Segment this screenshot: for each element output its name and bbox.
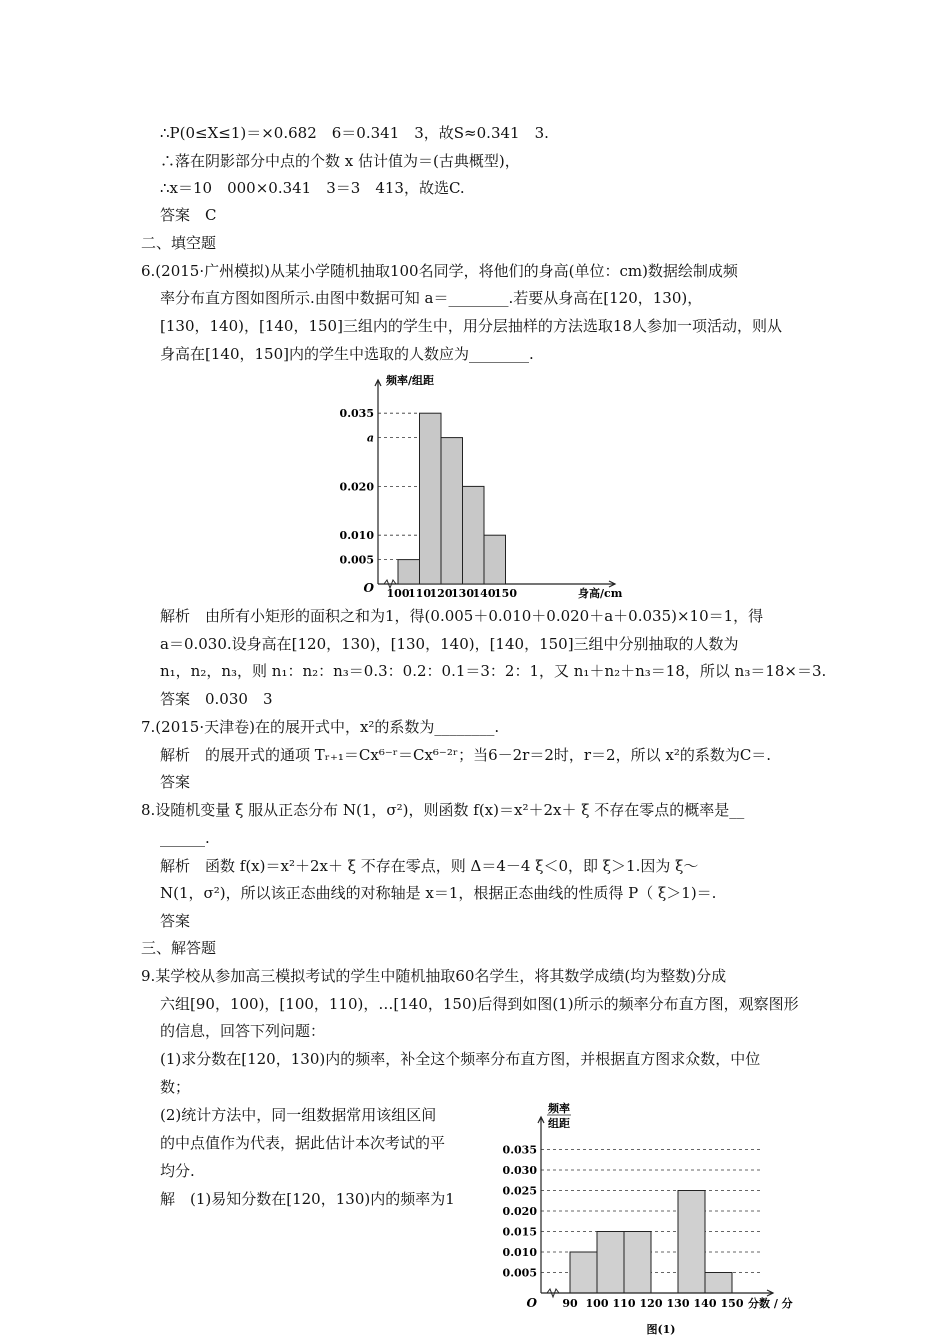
histogram-scores — [498, 1095, 808, 1340]
bar — [624, 1232, 651, 1294]
analysis-line: 解析 函数 f(x)＝x²＋2x＋ ξ 不存在零点，则 Δ＝4－4 ξ＜0，即 ξ＞1.因为 ξ～ — [160, 857, 699, 875]
y-tick-label: 0.015 — [502, 1225, 537, 1239]
text-line: 均分. — [160, 1162, 195, 1180]
text-line: ∴x＝10 000×0.341 3＝3 413，故选C. — [160, 179, 465, 197]
x-tick-label: 90 — [562, 1297, 578, 1310]
x-axis-label: 分数 / 分 — [748, 1297, 793, 1310]
sub-question-2: (2)统计方法中，同一组数据常用该组区间 — [160, 1106, 437, 1124]
x-tick-label: 110 — [612, 1297, 636, 1310]
question-6: 6.(2015·广州模拟)从某小学随机抽取100名同学，将他们的身高(单位：cm)数据绘制成频 — [141, 262, 738, 280]
y-tick-label: 0.005 — [502, 1266, 537, 1280]
y-tick-label: 0.005 — [339, 553, 374, 567]
y-tick-label: 0.035 — [339, 407, 374, 421]
text-line: a＝0.030.设身高在[120，130)，[130，140)，[140，150]三组中分别抽取的人数为 — [160, 635, 739, 653]
x-tick-label: 130 — [666, 1297, 690, 1310]
text-line: 数； — [160, 1078, 191, 1096]
section-heading: 三、解答题 — [141, 939, 217, 957]
y-tick-label: 0.010 — [502, 1246, 537, 1259]
answer-line: 答案 0.030 3 — [160, 690, 273, 708]
x-tick-label: 100 — [386, 587, 410, 600]
y-axis-label-bottom: 组距 — [548, 1117, 570, 1130]
solution-line: 解 (1)易知分数在[120，130)内的频率为1 — [160, 1190, 455, 1208]
text-line: n₁，n₂，n₃，则 n₁：n₂：n₃＝0.3：0.2：0.1＝3：2：1，又 n₁＋n₂＋n₃＝18，所以 n₃＝18×＝3. — [160, 662, 827, 680]
question-8: 8.设随机变量 ξ 服从正态分布 N(1，σ²)，则函数 f(x)＝x²＋2x＋ ξ 不存在零点的概率是__ — [141, 801, 745, 819]
origin-label: O — [363, 581, 374, 595]
question-7: 7.(2015·天津卷)在的展开式中，x²的系数为________. — [141, 718, 500, 736]
y-tick-label: a — [366, 431, 374, 445]
analysis-line: 解析 的展开式的通项 Tᵣ₊₁＝Cx⁶⁻ʳ＝Cx⁶⁻²ʳ；当6－2r＝2时，r＝2，所以 x²的系数为C＝. — [160, 746, 772, 764]
text-line: 的中点值作为代表，据此估计本次考试的平 — [160, 1134, 446, 1152]
text-line: 的信息，回答下列问题： — [160, 1022, 326, 1040]
y-axis-label-top: 频率 — [548, 1102, 570, 1115]
text-line: 身高在[140，150]内的学生中选取的人数应为________. — [160, 345, 534, 363]
bar — [678, 1191, 705, 1294]
x-tick-label: 110 — [408, 587, 431, 600]
text-line: 六组[90，100)，[100，110)，…[140，150)后得到如图(1)所示的频率分布直方图，观察图形 — [160, 995, 799, 1013]
text-line: N(1，σ²)，所以该正态曲线的对称轴是 x＝1，根据正态曲线的性质得 P（ ξ＞1)＝. — [160, 884, 717, 902]
answer-line: 答案 C — [160, 206, 217, 224]
answer-line: 答案 — [160, 912, 191, 930]
analysis-line: 解析 由所有小矩形的面积之和为1，得(0.005＋0.010＋0.020＋a＋0.035)×10＝1，得 — [160, 607, 764, 625]
text-line: 率分布直方图如图所示.由图中数据可知 a＝________.若要从身高在[120，130)， — [160, 289, 703, 307]
y-tick-label: 0.020 — [502, 1205, 537, 1218]
bar — [484, 535, 506, 584]
y-axis-label: 频率/组距 — [386, 374, 435, 387]
bar — [597, 1232, 624, 1294]
question-9: 9.某学校从参加高三模拟考试的学生中随机抽取60名学生，将其数学成绩(均为整数)分成 — [141, 967, 727, 985]
section-heading: 二、填空题 — [141, 234, 217, 252]
text-line: [130，140)，[140，150]三组内的学生中，用分层抽样的方法选取18人参加一项活动，则从 — [160, 317, 783, 335]
y-tick-label: 0.030 — [502, 1164, 537, 1177]
sub-question-1: (1)求分数在[120，130)内的频率，补全这个频率分布直方图，并根据直方图求众数，中位 — [160, 1050, 761, 1068]
y-tick-label: 0.020 — [339, 480, 374, 494]
figure-caption: 图(1) — [646, 1323, 676, 1336]
x-tick-label: 120 — [429, 587, 453, 600]
x-tick-label: 100 — [585, 1297, 609, 1310]
x-tick-label: 150 — [494, 587, 517, 600]
y-tick-label: 0.025 — [502, 1184, 537, 1198]
x-tick-label: 130 — [451, 587, 474, 600]
x-tick-label: 140 — [693, 1297, 717, 1310]
bar — [420, 413, 442, 584]
y-tick-label: 0.010 — [339, 529, 374, 543]
x-tick-label: 150 — [720, 1297, 744, 1310]
origin-label: O — [526, 1296, 537, 1310]
x-tick-label: 120 — [639, 1297, 663, 1310]
bar — [463, 486, 485, 584]
bar — [398, 560, 420, 584]
text-line: ∴落在阴影部分中点的个数 x 估计值为＝(古典概型)， — [160, 152, 520, 170]
bar — [570, 1252, 597, 1293]
bar — [441, 438, 463, 584]
answer-line: 答案 — [160, 773, 191, 791]
histogram-height — [330, 370, 630, 602]
bar — [705, 1273, 732, 1294]
text-line: ______. — [160, 829, 210, 847]
y-tick-label: 0.035 — [502, 1143, 537, 1157]
text-line: ∴P(0≤X≤1)＝×0.682 6＝0.341 3，故S≈0.341 3. — [160, 124, 549, 142]
x-axis-label: 身高/cm — [578, 587, 623, 600]
x-tick-label: 140 — [472, 587, 496, 600]
